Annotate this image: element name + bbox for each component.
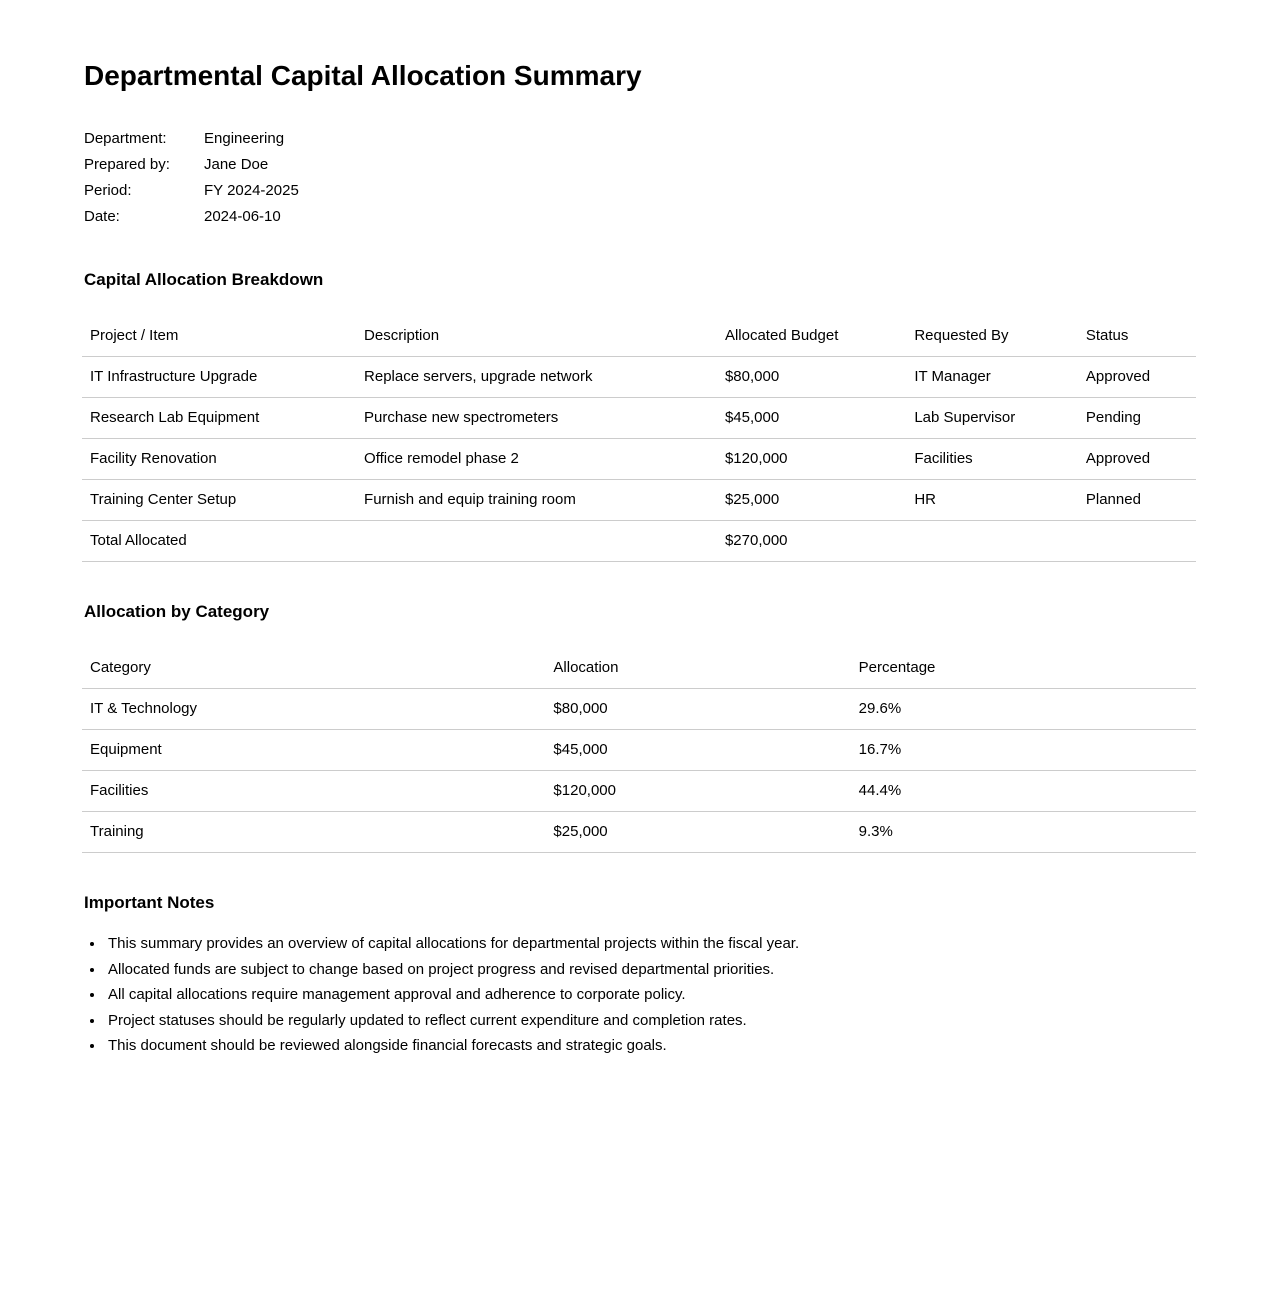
- cell-requested-by: HR: [906, 480, 1078, 521]
- cell-percentage: 29.6%: [851, 689, 1196, 730]
- cell-category: Equipment: [82, 730, 545, 771]
- cell-category: Facilities: [82, 771, 545, 812]
- cell-category: Training: [82, 812, 545, 853]
- meta-row-date: [84, 204, 1196, 230]
- table-row: [82, 439, 1196, 480]
- column-header-project: Project / Item: [82, 316, 356, 357]
- meta-value: Jane Doe: [204, 156, 269, 173]
- page-title: Departmental Capital Allocation Summary: [84, 60, 642, 91]
- cell-percentage: 16.7%: [851, 730, 1196, 771]
- table-row: [82, 357, 1196, 398]
- cell-budget: $25,000: [717, 480, 906, 521]
- meta-value: Engineering: [204, 130, 285, 147]
- table-row-total: [82, 521, 1196, 562]
- cell-budget: $80,000: [717, 357, 906, 398]
- cell-budget: $120,000: [717, 439, 906, 480]
- cell-description: [356, 521, 717, 562]
- cell-allocation: $120,000: [545, 771, 850, 812]
- cell-project: Research Lab Equipment: [82, 398, 356, 439]
- cell-project: Training Center Setup: [82, 480, 356, 521]
- cell-requested-by: Lab Supervisor: [906, 398, 1078, 439]
- note-item: • Project statuses should be regularly updated to reflect current expenditure and completion rates.: [105, 1008, 1196, 1034]
- meta-row-department: [84, 126, 1196, 152]
- column-header-description: Description: [356, 316, 717, 357]
- table-row: [82, 771, 1196, 812]
- category-header-row: [82, 648, 1196, 689]
- table-row: [82, 398, 1196, 439]
- table-row: [82, 730, 1196, 771]
- meta-row-prepared-by: [84, 152, 1196, 178]
- note-item: • This document should be reviewed alongside financial forecasts and strategic goals.: [105, 1033, 1196, 1059]
- cell-category: IT & Technology: [82, 689, 545, 730]
- cell-project: IT Infrastructure Upgrade: [82, 357, 356, 398]
- note-item: • This summary provides an overview of capital allocations for departmental projects within the fiscal year.: [105, 931, 1196, 957]
- cell-status: Approved: [1078, 357, 1196, 398]
- category-table: [82, 648, 1196, 853]
- column-header-requested-by: Requested By: [906, 316, 1078, 357]
- meta-label: Period:: [84, 182, 132, 199]
- cell-total-label: Total Allocated: [82, 521, 356, 562]
- cell-status: Approved: [1078, 439, 1196, 480]
- cell-project: Facility Renovation: [82, 439, 356, 480]
- meta-value: FY 2024-2025: [204, 182, 299, 199]
- notes-section: [82, 893, 1196, 1059]
- column-header-category: Category: [82, 648, 545, 689]
- notes-list: [82, 931, 1196, 1059]
- meta-label: Department:: [84, 130, 167, 147]
- table-row: [82, 480, 1196, 521]
- section-heading-category: Allocation by Category: [84, 602, 270, 621]
- note-item: • All capital allocations require management approval and adherence to corporate policy.: [105, 982, 1196, 1008]
- cell-status: Pending: [1078, 398, 1196, 439]
- cell-requested-by: IT Manager: [906, 357, 1078, 398]
- cell-description: Replace servers, upgrade network: [356, 357, 717, 398]
- cell-description: Office remodel phase 2: [356, 439, 717, 480]
- cell-requested-by: Facilities: [906, 439, 1078, 480]
- meta-label: Prepared by:: [84, 156, 170, 173]
- meta-value: 2024-06-10: [204, 208, 281, 225]
- breakdown-header-row: [82, 316, 1196, 357]
- column-header-budget: Allocated Budget: [717, 316, 906, 357]
- cell-allocation: $45,000: [545, 730, 850, 771]
- column-header-percentage: Percentage: [851, 648, 1196, 689]
- note-item: • Allocated funds are subject to change based on project progress and revised departmental priorities.: [105, 957, 1196, 983]
- cell-description: Purchase new spectrometers: [356, 398, 717, 439]
- cell-percentage: 9.3%: [851, 812, 1196, 853]
- cell-budget: $45,000: [717, 398, 906, 439]
- column-header-status: Status: [1078, 316, 1196, 357]
- cell-status: Planned: [1078, 480, 1196, 521]
- cell-total-budget: $270,000: [717, 521, 906, 562]
- cell-requested-by: [906, 521, 1078, 562]
- section-heading-notes: Important Notes: [84, 893, 215, 912]
- column-header-allocation: Allocation: [545, 648, 850, 689]
- cell-percentage: 44.4%: [851, 771, 1196, 812]
- meta-section: [84, 126, 1196, 230]
- meta-label: Date:: [84, 208, 120, 225]
- table-row: [82, 689, 1196, 730]
- cell-status: [1078, 521, 1196, 562]
- cell-description: Furnish and equip training room: [356, 480, 717, 521]
- meta-row-period: [84, 178, 1196, 204]
- cell-allocation: $80,000: [545, 689, 850, 730]
- breakdown-table: [82, 316, 1196, 562]
- section-heading-breakdown: Capital Allocation Breakdown: [84, 270, 324, 289]
- table-row: [82, 812, 1196, 853]
- cell-allocation: $25,000: [545, 812, 850, 853]
